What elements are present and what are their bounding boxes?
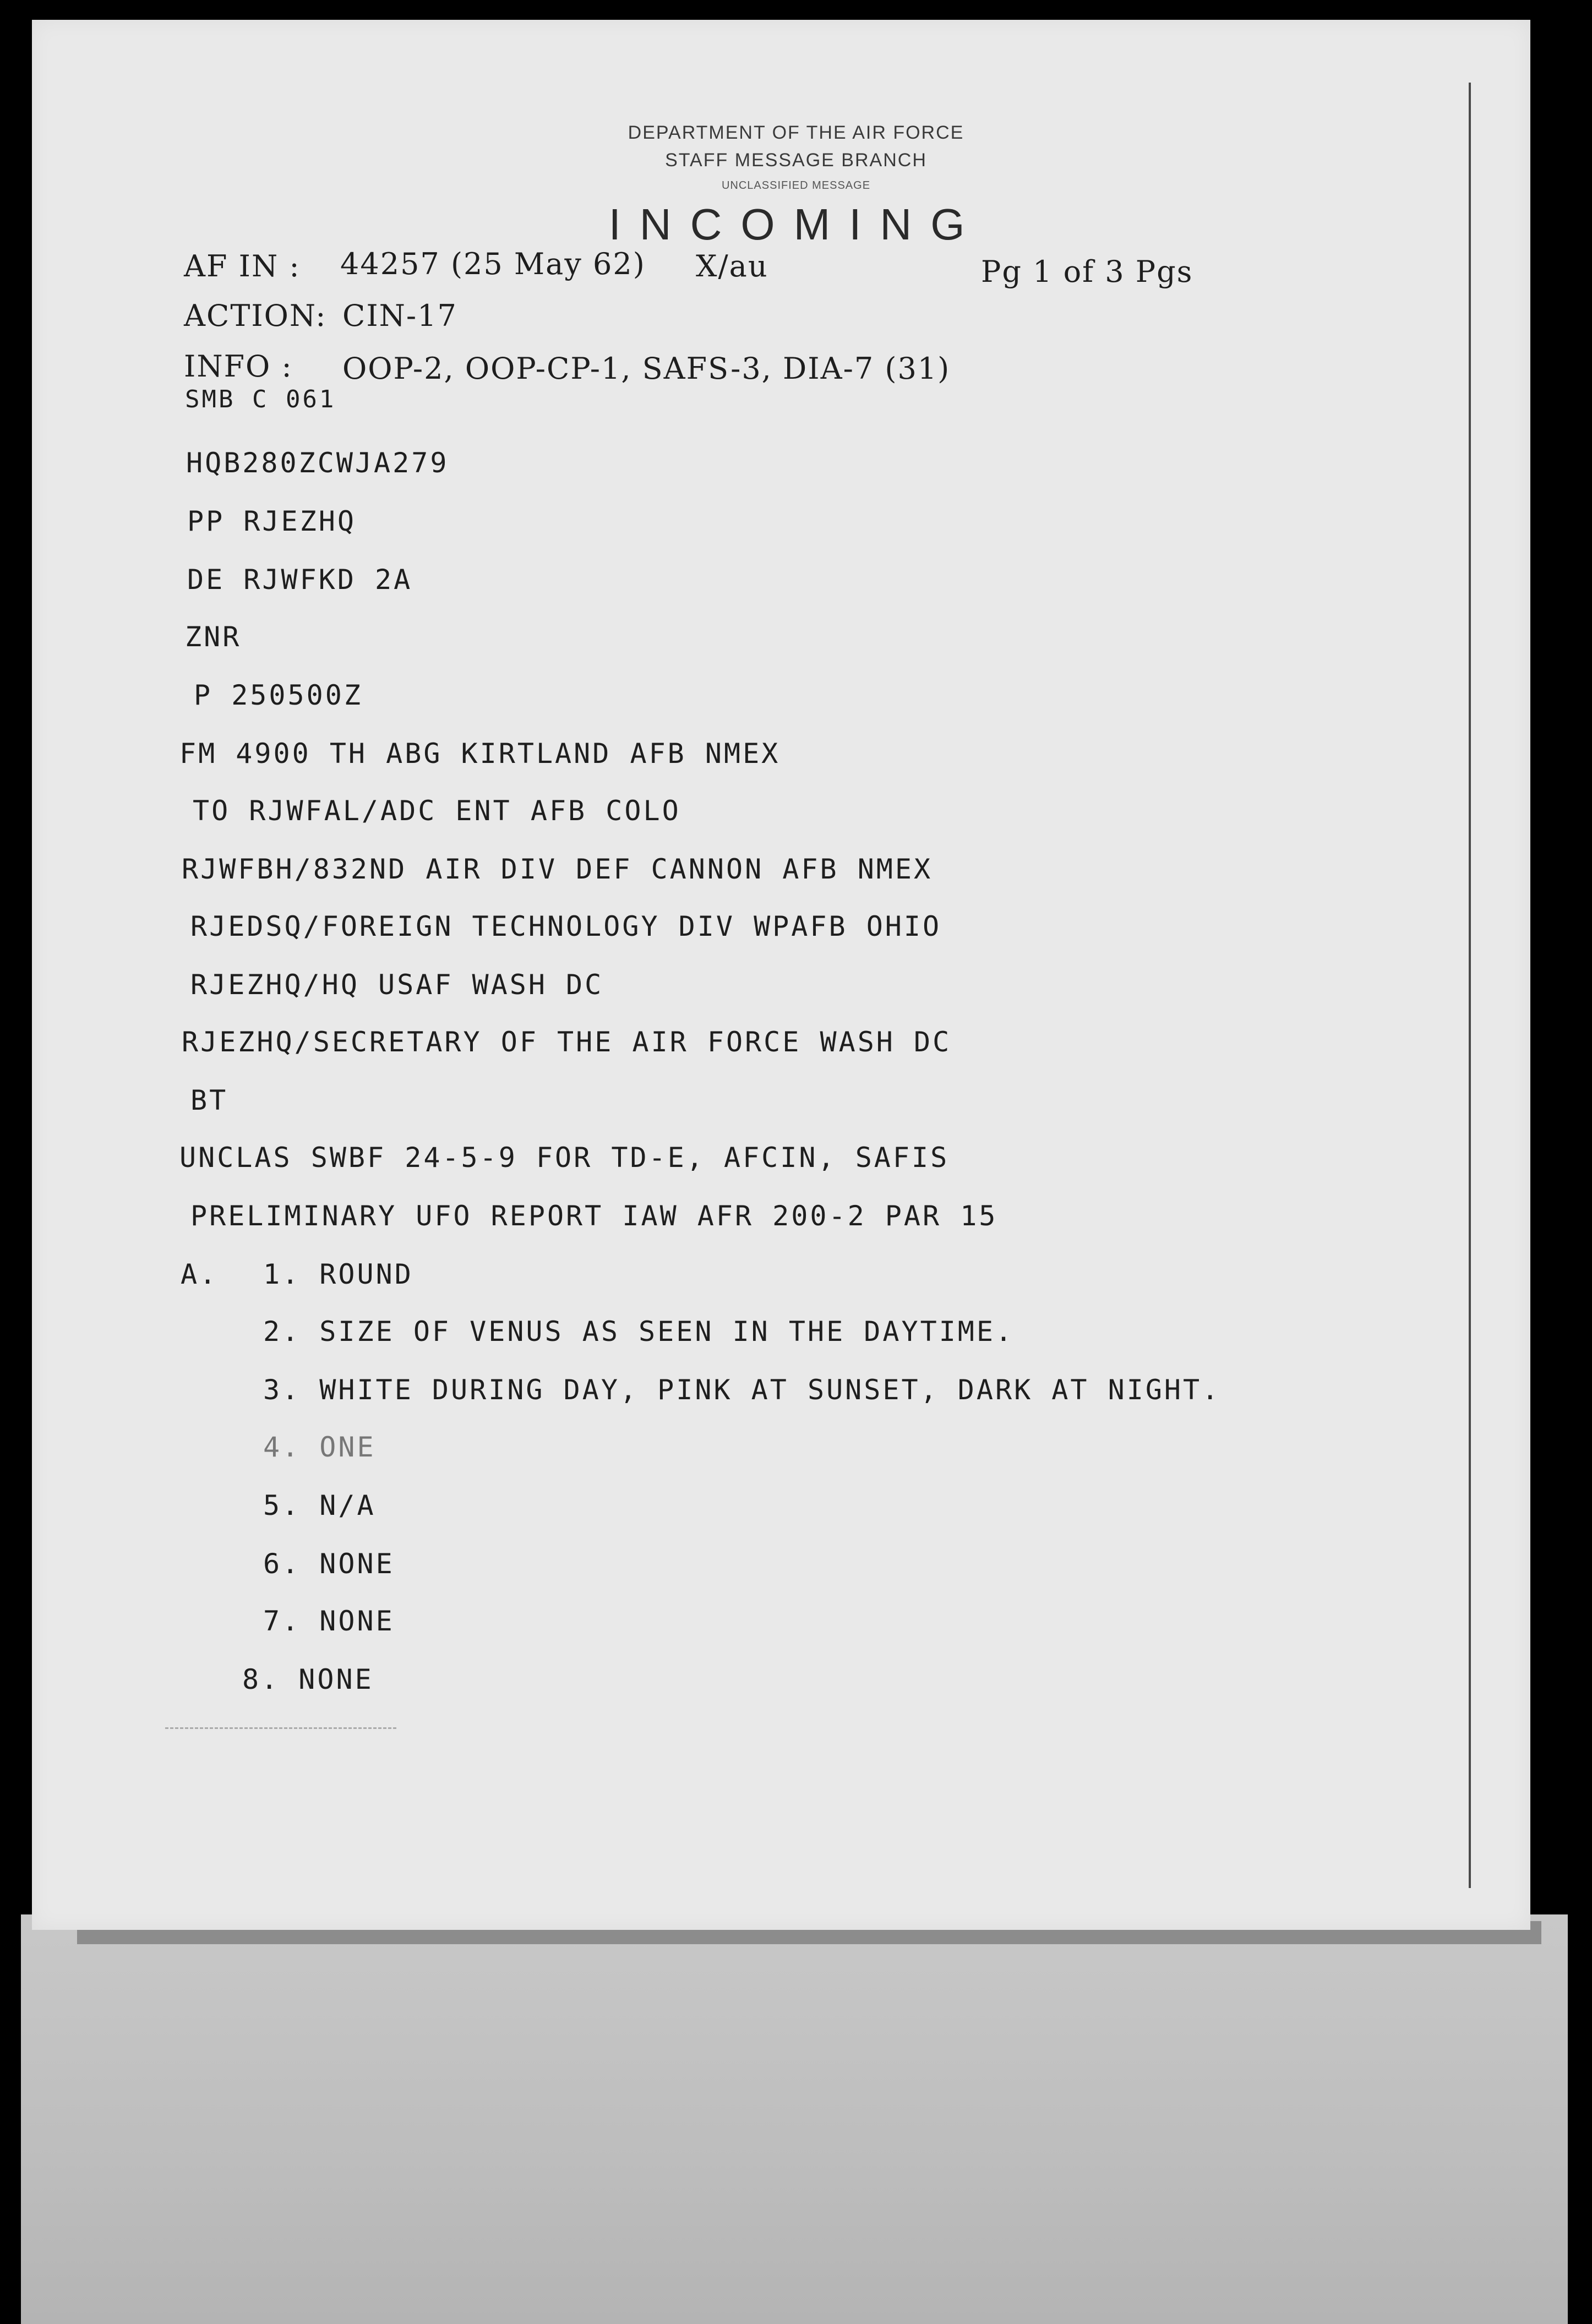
report-item-5: 5. N/A [263, 1490, 376, 1521]
incoming-title: INCOMING [608, 200, 984, 249]
message-line-6: FM 4900 TH ABG KIRTLAND AFB NMEX [179, 738, 781, 770]
report-item-6: 6. NONE [263, 1548, 395, 1580]
page-right-rule [1469, 83, 1471, 1888]
message-line-13: UNCLAS SWBF 24-5-9 FOR TD-E, AFCIN, SAFIS [179, 1142, 950, 1174]
action-label: ACTION: [184, 298, 327, 333]
smb-number: SMB C 061 [185, 385, 336, 413]
report-item-1: 1. ROUND [263, 1258, 413, 1290]
message-line-2: PP RJEZHQ [187, 505, 356, 537]
report-item-8: 8. NONE [242, 1663, 374, 1695]
classification-label: UNCLASSIFIED MESSAGE [721, 179, 871, 192]
message-line-7: TO RJWFAL/ADC ENT AFB COLO [193, 795, 681, 827]
report-item-4: 4. ONE [263, 1431, 376, 1463]
routing-code: X/au [696, 249, 768, 283]
message-line-8: RJWFBH/832ND AIR DIV DEF CANNON AFB NMEX [182, 853, 933, 885]
film-margin [21, 1914, 1568, 2324]
report-item-7: 7. NONE [263, 1605, 395, 1637]
message-line-10: RJEZHQ/HQ USAF WASH DC [190, 969, 604, 1001]
section-label: A. [181, 1258, 219, 1290]
message-line-4: ZNR [185, 621, 242, 653]
department-heading: DEPARTMENT OF THE AIR FORCE [628, 122, 964, 143]
message-line-11: RJEZHQ/SECRETARY OF THE AIR FORCE WASH DC [182, 1026, 952, 1058]
info-value: OOP-2, OOP-CP-1, SAFS-3, DIA-7 (31) [342, 351, 951, 386]
af-in-label: AF IN : [184, 249, 301, 283]
af-in-value: 44257 (25 May 62) [340, 247, 646, 281]
branch-heading: STAFF MESSAGE BRANCH [665, 150, 927, 171]
message-line-14: PRELIMINARY UFO REPORT IAW AFR 200-2 PAR 15 [190, 1200, 998, 1232]
report-item-3: 3. WHITE DURING DAY, PINK AT SUNSET, DARK AT NIGHT. [263, 1374, 1221, 1406]
message-line-3: DE RJWFKD 2A [187, 564, 413, 596]
page-bottom-dashes [165, 1727, 396, 1729]
report-item-2: 2. SIZE OF VENUS AS SEEN IN THE DAYTIME. [263, 1316, 1015, 1348]
message-line-9: RJEDSQ/FOREIGN TECHNOLOGY DIV WPAFB OHIO [190, 910, 942, 942]
info-label: INFO : [184, 349, 293, 384]
page-indicator: Pg 1 of 3 Pgs [981, 254, 1193, 289]
action-value: CIN-17 [342, 298, 457, 333]
message-line-12: BT [190, 1084, 228, 1116]
message-line-1: HQB280ZCWJA279 [186, 447, 449, 479]
message-line-5: P 250500Z [194, 679, 363, 711]
